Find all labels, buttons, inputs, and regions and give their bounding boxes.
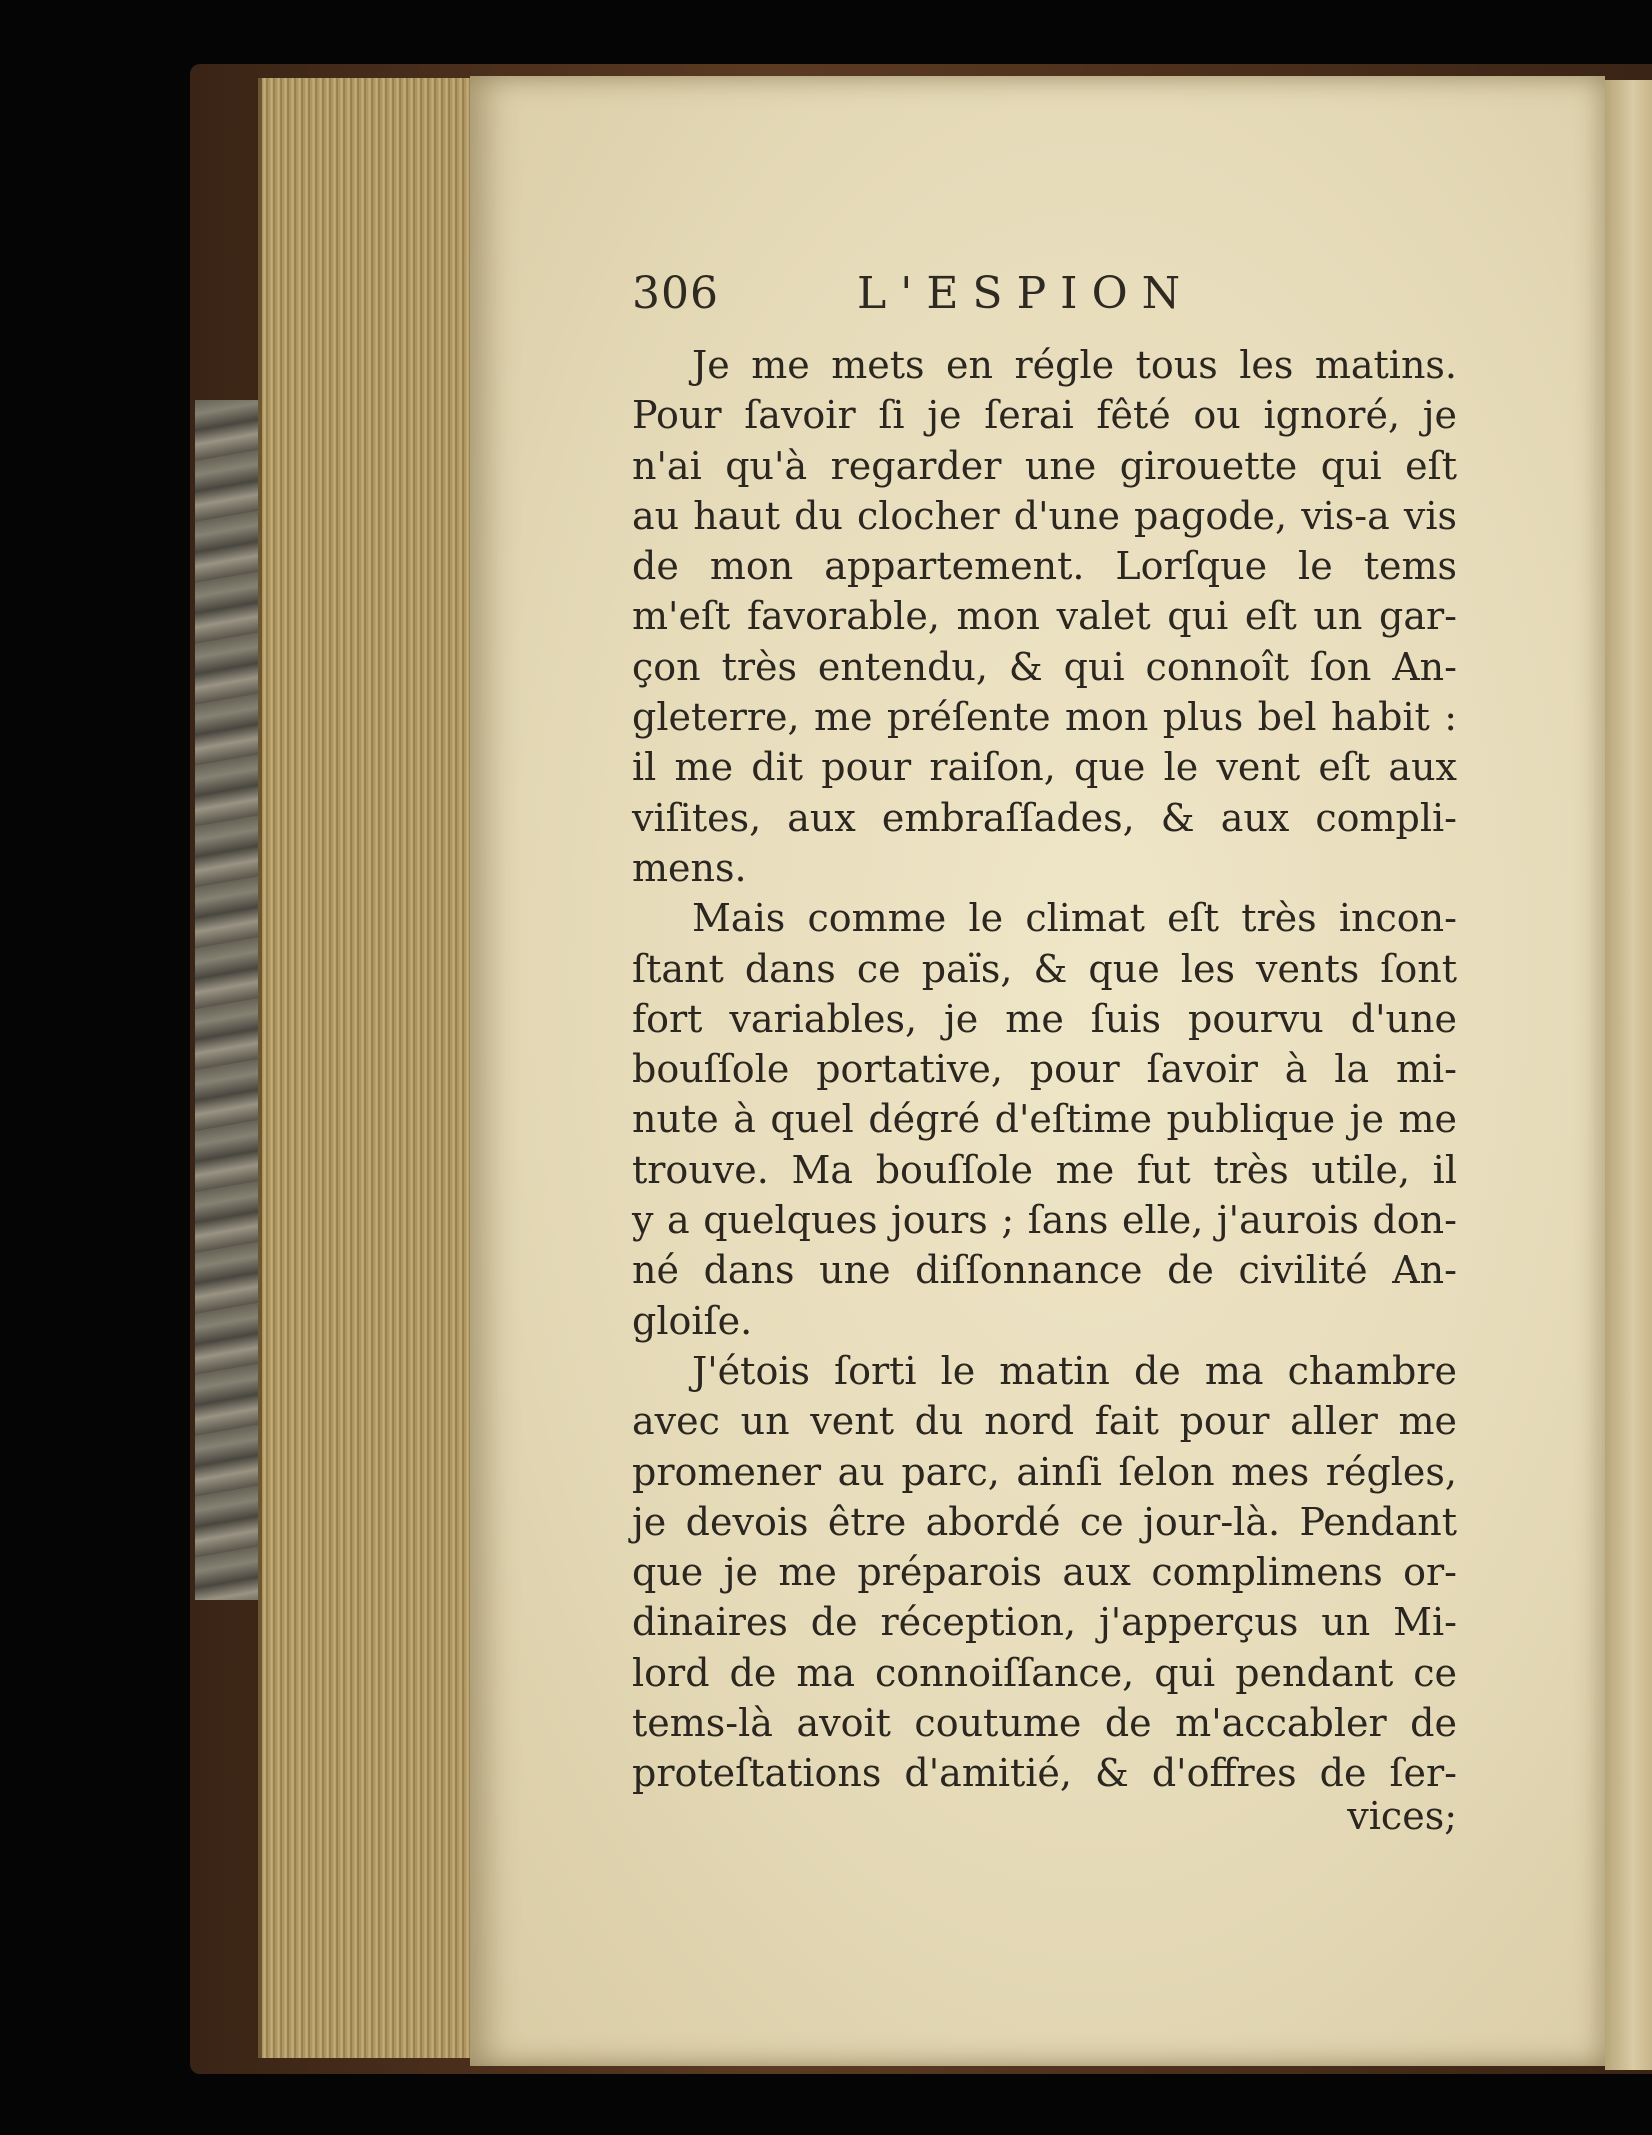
text-line: gleterre, me préſente mon plus bel habit : xyxy=(632,695,1457,740)
text-line: J'étois ſorti le matin de ma chambre xyxy=(692,1348,1457,1393)
text-line: çon très entendu, & qui connoît ſon An- xyxy=(632,644,1457,689)
text-line: trouve. Ma bouſſole me fut très utile, il xyxy=(632,1147,1457,1192)
text-line: lord de ma connoiſſance, qui pendant ce xyxy=(632,1650,1457,1695)
marbled-binding xyxy=(195,400,265,1600)
page-number: 306 xyxy=(632,268,719,319)
text-line: tems-là avoit coutume de m'accabler de xyxy=(632,1701,1457,1746)
page-header xyxy=(632,268,1252,328)
text-line: bouſſole portative, pour ſavoir à la mi- xyxy=(632,1047,1457,1092)
text-line: Mais comme le climat eſt très incon- xyxy=(692,896,1457,941)
text-line: fort variables, je me ſuis pourvu d'une xyxy=(632,996,1457,1041)
text-line: Pour ſavoir ſi je ſerai fêté ou ignoré, je xyxy=(632,393,1457,438)
text-line: viſites, aux embraſſades, & aux compli- xyxy=(632,795,1457,840)
text-line: nute à quel dégré d'eſtime publique je me xyxy=(632,1097,1457,1142)
text-line: au haut du clocher d'une pagode, vis-a vis xyxy=(632,493,1457,538)
text-line: y a quelques jours ; ſans elle, j'aurois don- xyxy=(632,1198,1457,1243)
text-line: Je me mets en régle tous les matins. xyxy=(692,343,1457,387)
catchword: vices; xyxy=(1347,1794,1457,1838)
text-line: de mon appartement. Lorſque le tems xyxy=(632,544,1457,589)
facing-page-edge xyxy=(1605,80,1652,2070)
text-line: ſtant dans ce païs, & que les vents ſont xyxy=(632,946,1457,991)
text-line: gloiſe. xyxy=(632,1298,753,1343)
text-line: m'eſt favorable, mon valet qui eſt un gar- xyxy=(632,594,1457,639)
text-line: dinaires de réception, j'apperçus un Mi- xyxy=(632,1600,1457,1645)
text-line: que je me préparois aux complimens or- xyxy=(632,1550,1457,1595)
running-title: L'ESPION xyxy=(857,268,1195,319)
text-line: il me dit pour raiſon, que le vent eſt aux xyxy=(632,745,1457,790)
text-line: né dans une diſſonnance de civilité An- xyxy=(632,1248,1457,1293)
text-line: promener au parc, ainſi ſelon mes régles, xyxy=(632,1449,1457,1494)
text-line: mens. xyxy=(632,845,747,890)
text-line: avec un vent du nord fait pour aller me xyxy=(632,1399,1457,1444)
body-text xyxy=(632,340,1457,1799)
text-line: je devois être abordé ce jour-là. Pendant xyxy=(632,1499,1457,1544)
text-line: n'ai qu'à regarder une girouette qui eſt xyxy=(632,443,1457,488)
text-line: proteſtations d'amitié, & d'offres de ſer- xyxy=(632,1751,1457,1796)
page-edges xyxy=(258,78,487,2058)
